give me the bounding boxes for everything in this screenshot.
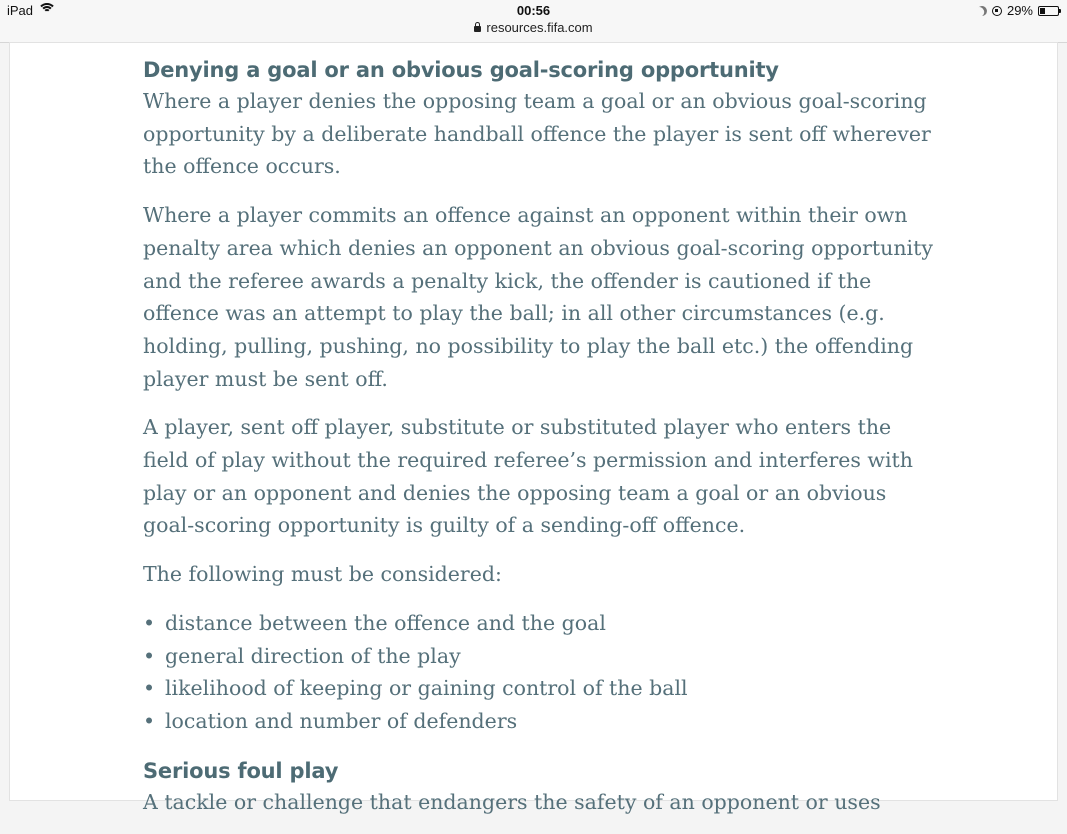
- paragraph: A tackle or challenge that endangers the safety of an opponent or uses: [143, 789, 881, 814]
- paragraph: A player, sent off player, substitute or substituted player who enters the field of play without the required referee’s permission and interferes with play or an opponent and denies the opposing team a goal or an obvious goal-scoring opportunity is guilty of a sending-off offence.: [143, 415, 913, 538]
- paragraph: Where a player commits an offence against an opponent within their own penalty area which denies an opponent an obvious goal-scoring opportunity and the referee awards a penalty kick, the offender is cautioned if the offence was an attempt to play the ball; in all other circumstances (e.g. holding, pulling, pushing, no possibility to play the ball etc.) the offending player must be sent off.: [143, 203, 933, 391]
- battery-percent: 29%: [1006, 3, 1033, 18]
- device-label: iPad: [7, 3, 34, 18]
- battery-fill: [1040, 8, 1045, 14]
- orientation-lock-icon: [992, 6, 1002, 16]
- list-item: • location and number of defenders: [143, 705, 943, 738]
- page-content[interactable]: [10, 43, 1057, 814]
- considerations-list: [143, 607, 943, 738]
- list-item: • general direction of the play: [143, 640, 943, 673]
- paragraph: Where a player denies the opposing team a goal or an obvious goal-scoring opportunity by a deliberate handball offence the player is sent off wherever the offence occurs.: [143, 89, 931, 179]
- paragraph: The following must be considered:: [143, 562, 502, 587]
- section-heading-serious-foul-play: Serious foul play: [143, 758, 339, 783]
- lock-icon: [474, 26, 481, 32]
- list-item: • likelihood of keeping or gaining control of the ball: [143, 672, 943, 705]
- section-heading-dogso: Denying a goal or an obvious goal-scoring opportunity: [143, 58, 779, 82]
- status-right: [977, 3, 1059, 18]
- article: [143, 55, 943, 834]
- status-bar: [0, 0, 1067, 43]
- clock: 00:56: [516, 3, 551, 18]
- list-item: • distance between the offence and the goal: [143, 607, 943, 640]
- url-text: resources.fifa.com: [486, 20, 593, 35]
- url-bar[interactable]: [0, 20, 1067, 35]
- moon-icon: [976, 4, 989, 17]
- battery-icon: [1038, 6, 1059, 16]
